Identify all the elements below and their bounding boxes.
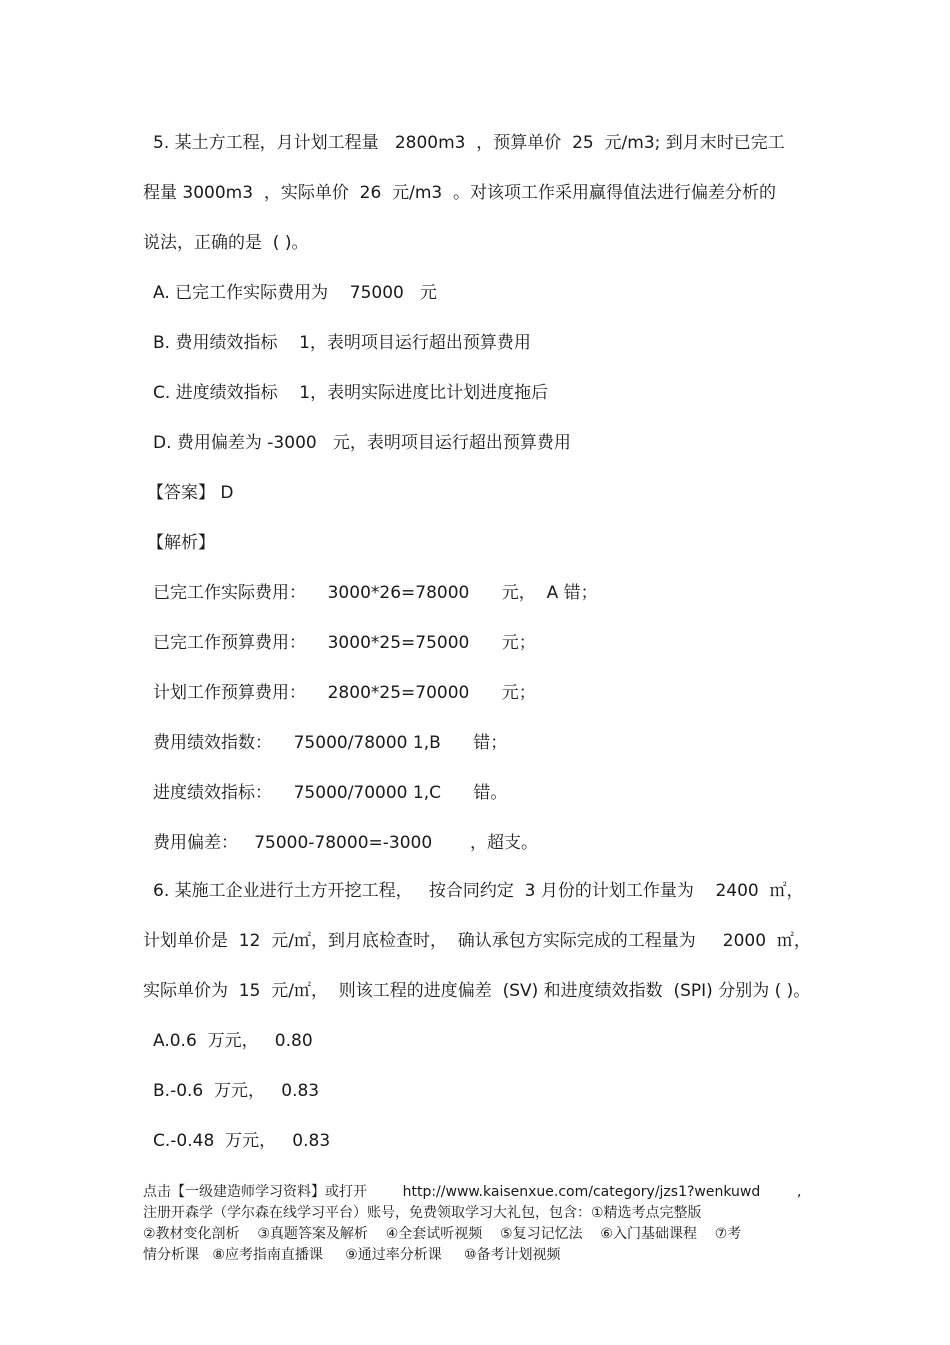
question-6-text-line-3: 实际单价为 15 元/㎡， 则该工程的进度偏差 (SV) 和进度绩效指数 (SPI) 分别为 ( )。 xyxy=(143,981,811,1001)
promo-footer xyxy=(143,1182,808,1266)
question-6-text-line-2: 计划单价是 12 元/㎡，到月底检查时， 确认承包方实际完成的工程量为 2000 ㎡， xyxy=(143,931,811,951)
promo-footer-line-4: 情分析课 ⑧应考指南直播课 ⑨通过率分析课 ⑩备考计划视频 xyxy=(143,1247,561,1263)
question-5-option-d: D. 费用偏差为 -3000 元，表明项目运行超出预算费用 xyxy=(153,433,571,453)
question-6-option-c: C.-0.48 万元， 0.83 xyxy=(153,1131,331,1151)
analysis-line-6: 费用偏差： 75000-78000=-3000 ，超支。 xyxy=(153,833,538,853)
question-6-text-line-1: 6. 某施工企业进行土方开挖工程， 按合同约定 3 月份的计划工作量为 2400 ㎡， xyxy=(153,881,804,901)
analysis-line-4: 费用绩效指数： 75000/78000 1,B 错； xyxy=(153,733,508,753)
question-5-option-a: A. 已完工作实际费用为 75000 元 xyxy=(153,283,438,303)
question-5-text-line-1: 5. 某土方工程，月计划工程量 2800m3 ，预算单价 25 元/m3; 到月末时已完工 xyxy=(153,133,785,153)
promo-footer-line-2: 注册开森学（学尔森在线学习平台）账号，免费领取学习大礼包，包含：①精选考点完整版 xyxy=(143,1205,702,1221)
question-5-analysis-title: 【解析】 xyxy=(147,533,215,553)
question-5-answer: 【答案】 D xyxy=(147,483,234,503)
question-5-option-b: B. 费用绩效指标 1，表明项目运行超出预算费用 xyxy=(153,333,531,353)
analysis-line-5: 进度绩效指标： 75000/70000 1,C 错。 xyxy=(153,783,508,803)
question-6-option-b: B.-0.6 万元， 0.83 xyxy=(153,1081,320,1101)
promo-footer-line-3: ②教材变化剖析 ③真题答案及解析 ④全套试听视频 ⑤复习记忆法 ⑥入门基础课程 ⑦考 xyxy=(143,1226,742,1242)
question-5-text-line-2: 程量 3000m3 ，实际单价 26 元/m3 。对该项工作采用赢得值法进行偏差分析的 xyxy=(143,183,777,203)
analysis-line-2: 已完工作预算费用： 3000*25=75000 元； xyxy=(153,633,536,653)
promo-footer-link-line[interactable]: 点击【一级建造师学习资料】或打开 http://www.kaisenxue.com/category/jzs1?wenkuwd xyxy=(143,1184,761,1200)
promo-footer-comma: , xyxy=(797,1184,802,1200)
question-5-option-c: C. 进度绩效指标 1，表明实际进度比计划进度拖后 xyxy=(153,383,549,403)
question-5-text-line-3: 说法，正确的是 ( )。 xyxy=(143,233,309,253)
question-6-option-a: A.0.6 万元， 0.80 xyxy=(153,1031,313,1051)
analysis-line-1: 已完工作实际费用： 3000*26=78000 元， A 错； xyxy=(153,583,598,603)
analysis-line-3: 计划工作预算费用： 2800*25=70000 元； xyxy=(153,683,536,703)
